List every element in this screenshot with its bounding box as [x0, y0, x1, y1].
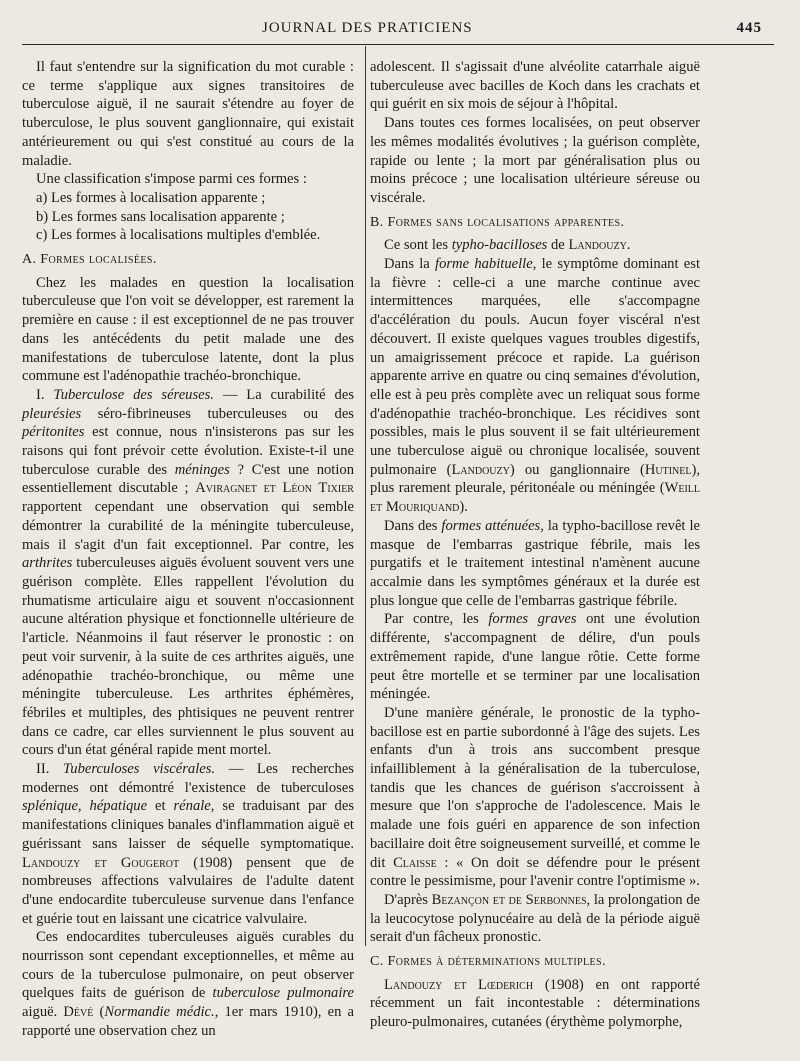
paragraph: Par contre, les formes graves ont une évolution différente, s'accompagnent de délire, d'un pouls extrêmement rapide, d'une langue rôtie. Cette forme peut être mortelle et se terminer par une localisation méningée. — [370, 611, 700, 703]
paragraph: II. Tuberculoses viscérales. — Les recherches modernes ont démontré l'existence de tuberculoses splénique, hépatique et rénale, se traduisant par des manifestations cliniques banales d'inflammation aiguë et guérissant sans laisser de séquelle symptomatique. Landouzy et Gougerot (1908) pensent que de nombreuses affections valvulaires de l'adulte datent d'une endocardite tuberculeuse survenue dans l'enfance et guérie tout en laissant une cicatrice valvulaire. — [22, 761, 354, 927]
right-column — [370, 58, 700, 1032]
paragraph: D'une manière générale, le pronostic de la typho-bacillose est en partie subordonné à l'âge des sujets. Les enfants d'un à trois ans succombent presque infailliblement à la généralisation de la tuberculose, tandis que les chances de guérison s'accroissent à mesure que l'on s'approche de l'adolescence. Mais le malade une fois guéri en apparence de son infection bacillaire doit être soigneusement surveillé, et comme le dit Claisse : « On doit se défendre pour le présent contre le pessimisme, pour l'avenir contre l'optimisme ». — [370, 704, 700, 890]
paragraph: Dans toutes ces formes localisées, on peut observer les mêmes modalités évolutives ; la guérison complète, rapide ou lente ; la mort par généralisation plus ou moins précoce ; une localisation ultérieure séreuse ou viscérale. — [370, 115, 700, 206]
paragraph: Une classification s'impose parmi ces formes : — [36, 171, 307, 188]
left-column — [22, 58, 354, 1041]
list-item: b) Les formes sans localisation apparente ; — [36, 208, 285, 225]
section-heading-a: A. Formes localisées. — [22, 252, 157, 268]
section-heading-b: B. Formes sans localisations apparentes. — [370, 214, 625, 230]
paragraph: Il faut s'entendre sur la signification du mot curable : ce terme s'applique aux signes transitoires de tuberculose aiguë, il ne saurait s'étendre au foyer de tuberculose, le plus souvent ganglionnaire, qui existait antérieurement ou qui s'est constitué au cours de la maladie. — [22, 59, 354, 169]
section-heading-c: C. Formes à déterminations multiples. — [370, 954, 606, 970]
classification-list — [22, 189, 354, 245]
running-header — [22, 18, 762, 42]
journal-title: JOURNAL DES PRATICIENS — [262, 20, 473, 36]
paragraph: Landouzy et Lœderich (1908) en ont rapporté récemment un fait incontestable : déterminations pleuro-pulmonaires, cutanées (érythème polymorphe, — [370, 976, 700, 1031]
paragraph: Ces endocardites tuberculeuses aiguës curables du nourrisson sont cependant exceptionnelles, et même au cours de la tuberculose pulmonaire, on peut observer quelques faits de guérison de tuberculose pulmonaire aiguë. Dévé (Normandie médic., 1er mars 1910), en a rapporté une observation chez un — [22, 929, 354, 1039]
paragraph: I. Tuberculose des séreuses. — La curabilité des pleurésies séro-fibrineuses tuberculeuses ou des péritonites est connue, nous n'insisterons pas sur les raisons qui font prévoir cette évolution. Existe-t-il une tuberculose curable des méninges ? C'est une notion essentiellement discutable ; Aviragnet et Léon Tixier rapportent cependant une observation qui semble démontrer la curabilité de la méningite tuberculeuse, mais il s'agit d'un fait exceptionnel. Par contre, les arthrites tuberculeuses aiguës évoluent souvent vers une guérison complète. Elles rappellent l'évolution du rhumatisme articulaire aigu et souvent n'occasionnent aucune altération physique et fonctionnelle ultérieure de l'article. Néanmoins il faut réserver le pronostic : on peut voir survenir, à la suite de ces arthrites aiguës, une adénopathie trachéo-bronchique, ou même une méningite tuberculeuse. Les arthrites éphémères, fébriles et multiples, des phtisiques ne peuvent rentrer dans ce cadre, car elles surviennent le plus souvent au cours d'un état général rapide ment mortel. — [22, 386, 355, 759]
paragraph: adolescent. Il s'agissait d'une alvéolite catarrhale aiguë tuberculeuse avec bacilles de Koch dans les crachats et qui guérit en six mois de séjour à l'hôpital. — [370, 59, 700, 113]
page-number: 445 — [736, 20, 762, 36]
paragraph: Ce sont les typho-bacilloses de Landouzy. — [384, 237, 631, 254]
column-divider — [365, 46, 366, 946]
paragraph: Dans des formes atténuées, la typho-bacillose revêt le masque de l'embarras gastrique fébrile, mais les purgatifs et le traitement intestinal n'amènent aucune accalmie dans les symptômes généraux et la durée est plus longue que celle de l'embarras gastrique fébrile. — [370, 517, 700, 609]
paragraph: D'après Bezançon et de Serbonnes, la prolongation de la leucocytose polynucéaire au delà de la période aiguë serait d'un fâcheux pronostic. — [370, 891, 700, 946]
paragraph: Chez les malades en question la localisation tuberculeuse que l'on voit se développer, est rarement la première en cause : il est exceptionnel de ne pas trouver dans les antécédents du petit malade une des manifestations de tuberculose latente, dont la plus commune est l'adénopathie trachéo-bronchique. — [22, 274, 354, 385]
list-item: c) Les formes à localisations multiples d'emblée. — [36, 227, 321, 244]
list-item: a) Les formes à localisation apparente ; — [36, 189, 266, 206]
header-rule — [22, 44, 774, 45]
paragraph: Dans la forme habituelle, le symptôme dominant est la fièvre : celle-ci a une marche continue avec intermittences marquées, elle s'accompagne d'accélération du pouls. Aucun foyer viscéral n'est découvert. Il existe quelques vagues troubles digestifs, un amaigrissement précoce et rapide. La guérison apparente arrive en quatre ou cinq semaines d'évolution, elle est à peu près complète avec un reliquat sous forme d'adénopathie trachéo-bronchique. Les récidives sont possibles, mais le plus souvent il se fait ultérieurement une tuberculose aiguë ou chronique localisée, souvent pulmonaire (Landouzy) ou ganglionnaire (Hutinel), plus rarement pleurale, péritonéale ou méningée (Weill et Mouriquand). — [370, 256, 700, 516]
